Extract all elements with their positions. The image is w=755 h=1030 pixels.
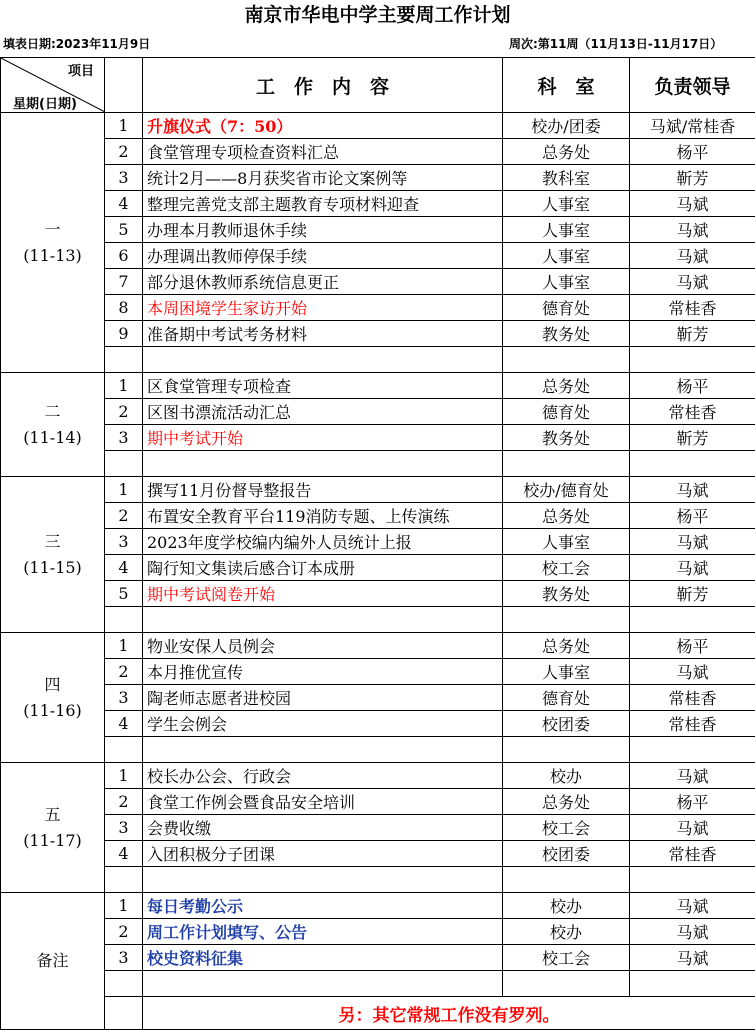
task-content: 学生会例会 (143, 711, 503, 737)
empty-cell (630, 737, 755, 763)
empty-cell (630, 347, 755, 373)
task-number: 4 (105, 711, 143, 737)
task-leader: 马斌 (630, 477, 755, 503)
table-row (1, 373, 755, 399)
weekday-name: 二 (1, 399, 104, 425)
weekday-cell (1, 633, 105, 763)
task-number: 1 (105, 477, 143, 503)
header-content: 工 作 内 容 (143, 58, 503, 113)
task-number: 3 (105, 529, 143, 555)
diagonal-header-cell (1, 58, 105, 113)
empty-cell (630, 971, 755, 997)
task-dept: 人事室 (503, 529, 630, 555)
table-row (1, 399, 755, 425)
task-number: 3 (105, 165, 143, 191)
task-leader: 马斌 (630, 243, 755, 269)
empty-cell (143, 971, 503, 997)
table-row (1, 815, 755, 841)
table-row (1, 841, 755, 867)
empty-cell (503, 737, 630, 763)
task-number: 5 (105, 581, 143, 607)
task-dept: 总务处 (503, 503, 630, 529)
table-row (1, 269, 755, 295)
header-dept: 科 室 (503, 58, 630, 113)
empty-cell (143, 737, 503, 763)
task-number: 2 (105, 399, 143, 425)
task-number: 2 (105, 919, 143, 945)
empty-cell (503, 971, 630, 997)
task-dept: 德育处 (503, 685, 630, 711)
task-number: 1 (105, 893, 143, 919)
task-content: 校长办公会、行政会 (143, 763, 503, 789)
task-number: 9 (105, 321, 143, 347)
table-row (1, 789, 755, 815)
table-row (1, 321, 755, 347)
empty-cell (105, 737, 143, 763)
table-row (1, 139, 755, 165)
empty-cell (503, 867, 630, 893)
table-row (1, 503, 755, 529)
empty-cell (503, 347, 630, 373)
task-leader: 马斌 (630, 919, 755, 945)
task-content: 食堂工作例会暨食品安全培训 (143, 789, 503, 815)
task-dept: 总务处 (503, 789, 630, 815)
task-dept: 校团委 (503, 841, 630, 867)
task-content: 布置安全教育平台119消防专题、上传演练 (143, 503, 503, 529)
empty-cell (105, 451, 143, 477)
task-dept: 校办/德育处 (503, 477, 630, 503)
task-content: 物业安保人员例会 (143, 633, 503, 659)
task-number: 7 (105, 269, 143, 295)
task-number: 3 (105, 815, 143, 841)
task-content: 本周困境学生家访开始 (143, 295, 503, 321)
task-leader: 靳芳 (630, 425, 755, 451)
task-content: 区图书漂流活动汇总 (143, 399, 503, 425)
task-content: 校史资料征集 (143, 945, 503, 971)
task-content: 部分退休教师系统信息更正 (143, 269, 503, 295)
task-dept: 校工会 (503, 945, 630, 971)
table-row (1, 477, 755, 503)
task-leader: 马斌 (630, 217, 755, 243)
task-leader: 马斌/常桂香 (630, 113, 755, 139)
task-dept: 德育处 (503, 295, 630, 321)
task-number: 5 (105, 217, 143, 243)
header-leader: 负责领导 (630, 58, 755, 113)
task-leader: 马斌 (630, 529, 755, 555)
task-leader: 马斌 (630, 945, 755, 971)
table-row (1, 685, 755, 711)
note-row (1, 997, 755, 1030)
task-leader: 马斌 (630, 659, 755, 685)
table-row (1, 217, 755, 243)
weekday-cell (1, 477, 105, 633)
empty-row (1, 737, 755, 763)
table-row (1, 893, 755, 919)
week-info: 周次:第11周（11月13日-11月17日） (509, 31, 722, 57)
task-leader: 常桂香 (630, 295, 755, 321)
weekday-name: 四 (1, 672, 104, 698)
remarks-label: 备注 (1, 893, 105, 1030)
empty-cell (630, 607, 755, 633)
weekday-label: 星期(日期) (13, 93, 77, 112)
task-content: 升旗仪式（7：50） (143, 113, 503, 139)
weekday-date: (11-16) (1, 698, 104, 724)
task-leader: 马斌 (630, 893, 755, 919)
task-leader: 马斌 (630, 763, 755, 789)
empty-cell (105, 867, 143, 893)
task-leader: 杨平 (630, 503, 755, 529)
task-number: 4 (105, 841, 143, 867)
task-dept: 总务处 (503, 373, 630, 399)
task-dept: 校办 (503, 919, 630, 945)
empty-cell (105, 971, 143, 997)
item-label: 项目 (68, 60, 94, 79)
task-dept: 总务处 (503, 139, 630, 165)
task-dept: 人事室 (503, 191, 630, 217)
table-row (1, 659, 755, 685)
task-content: 陶老师志愿者进校园 (143, 685, 503, 711)
task-dept: 人事室 (503, 659, 630, 685)
task-number: 1 (105, 373, 143, 399)
task-number: 4 (105, 191, 143, 217)
task-dept: 校办 (503, 893, 630, 919)
task-number: 2 (105, 659, 143, 685)
task-dept: 教务处 (503, 581, 630, 607)
task-dept: 校团委 (503, 711, 630, 737)
table-row (1, 711, 755, 737)
task-content: 统计2月——8月获奖省市论文案例等 (143, 165, 503, 191)
task-content: 期中考试阅卷开始 (143, 581, 503, 607)
weekday-name: 五 (1, 802, 104, 828)
task-dept: 教务处 (503, 425, 630, 451)
weekday-date: (11-15) (1, 555, 104, 581)
weekday-cell (1, 763, 105, 893)
task-content: 撰写11月份督导整报告 (143, 477, 503, 503)
task-leader: 马斌 (630, 815, 755, 841)
table-row (1, 113, 755, 139)
table-row (1, 191, 755, 217)
task-content: 每日考勤公示 (143, 893, 503, 919)
task-dept: 人事室 (503, 217, 630, 243)
task-content: 办理本月教师退休手续 (143, 217, 503, 243)
task-leader: 杨平 (630, 373, 755, 399)
table-row (1, 295, 755, 321)
task-content: 区食堂管理专项检查 (143, 373, 503, 399)
header-row (1, 58, 755, 113)
task-dept: 人事室 (503, 269, 630, 295)
empty-row (1, 607, 755, 633)
task-leader: 常桂香 (630, 399, 755, 425)
empty-row (1, 347, 755, 373)
task-leader: 常桂香 (630, 841, 755, 867)
remark-note: 另：其它常规工作没有罗列。 (143, 997, 755, 1030)
task-number: 8 (105, 295, 143, 321)
weekday-cell (1, 113, 105, 373)
task-number: 1 (105, 633, 143, 659)
task-dept: 校工会 (503, 555, 630, 581)
table-row (1, 555, 755, 581)
table-row (1, 581, 755, 607)
task-number: 3 (105, 685, 143, 711)
task-content: 整理完善党支部主题教育专项材料迎查 (143, 191, 503, 217)
task-content: 陶行知文集读后感合订本成册 (143, 555, 503, 581)
empty-cell (105, 347, 143, 373)
task-content: 本月推优宣传 (143, 659, 503, 685)
task-dept: 校办 (503, 763, 630, 789)
empty-cell (105, 997, 143, 1030)
task-dept: 校办/团委 (503, 113, 630, 139)
task-number: 1 (105, 113, 143, 139)
task-leader: 杨平 (630, 633, 755, 659)
task-number: 2 (105, 139, 143, 165)
weekday-date: (11-17) (1, 828, 104, 854)
weekday-name: 三 (1, 529, 104, 555)
task-content: 入团积极分子团课 (143, 841, 503, 867)
table-row (1, 919, 755, 945)
task-dept: 总务处 (503, 633, 630, 659)
task-leader: 常桂香 (630, 711, 755, 737)
weekday-date: (11-14) (1, 425, 104, 451)
task-leader: 靳芳 (630, 165, 755, 191)
empty-cell (143, 347, 503, 373)
empty-cell (503, 607, 630, 633)
weekday-date: (11-13) (1, 243, 104, 269)
empty-cell (630, 451, 755, 477)
task-dept: 人事室 (503, 243, 630, 269)
task-content: 期中考试开始 (143, 425, 503, 451)
empty-cell (630, 867, 755, 893)
task-number: 3 (105, 425, 143, 451)
task-dept: 教科室 (503, 165, 630, 191)
empty-cell (143, 451, 503, 477)
empty-row (1, 451, 755, 477)
task-content: 准备期中考试考务材料 (143, 321, 503, 347)
fill-date: 填表日期:2023年11月9日 (3, 31, 150, 57)
table-row (1, 165, 755, 191)
table-row (1, 945, 755, 971)
task-content: 周工作计划填写、公告 (143, 919, 503, 945)
task-dept: 教务处 (503, 321, 630, 347)
table-row (1, 763, 755, 789)
task-dept: 德育处 (503, 399, 630, 425)
task-leader: 马斌 (630, 191, 755, 217)
task-leader: 常桂香 (630, 685, 755, 711)
task-dept: 校工会 (503, 815, 630, 841)
task-content: 食堂管理专项检查资料汇总 (143, 139, 503, 165)
task-leader: 马斌 (630, 269, 755, 295)
empty-cell (105, 607, 143, 633)
page-title: 南京市华电中学主要周工作计划 (0, 0, 755, 31)
task-leader: 靳芳 (630, 321, 755, 347)
empty-cell (503, 451, 630, 477)
task-content: 会费收缴 (143, 815, 503, 841)
weekday-cell (1, 373, 105, 477)
empty-row (1, 867, 755, 893)
task-number: 6 (105, 243, 143, 269)
task-number: 2 (105, 503, 143, 529)
weekday-name: 一 (1, 217, 104, 243)
schedule-table (0, 57, 755, 1030)
task-content: 2023年度学校编内编外人员统计上报 (143, 529, 503, 555)
task-leader: 马斌 (630, 555, 755, 581)
task-number: 4 (105, 555, 143, 581)
header-number-cell (105, 58, 143, 113)
empty-cell (143, 607, 503, 633)
task-leader: 靳芳 (630, 581, 755, 607)
table-row (1, 425, 755, 451)
table-row (1, 529, 755, 555)
empty-cell (143, 867, 503, 893)
task-content: 办理调出教师停保手续 (143, 243, 503, 269)
task-leader: 杨平 (630, 789, 755, 815)
table-row (1, 243, 755, 269)
empty-row (1, 971, 755, 997)
task-number: 2 (105, 789, 143, 815)
task-leader: 杨平 (630, 139, 755, 165)
task-number: 3 (105, 945, 143, 971)
table-row (1, 633, 755, 659)
task-number: 1 (105, 763, 143, 789)
